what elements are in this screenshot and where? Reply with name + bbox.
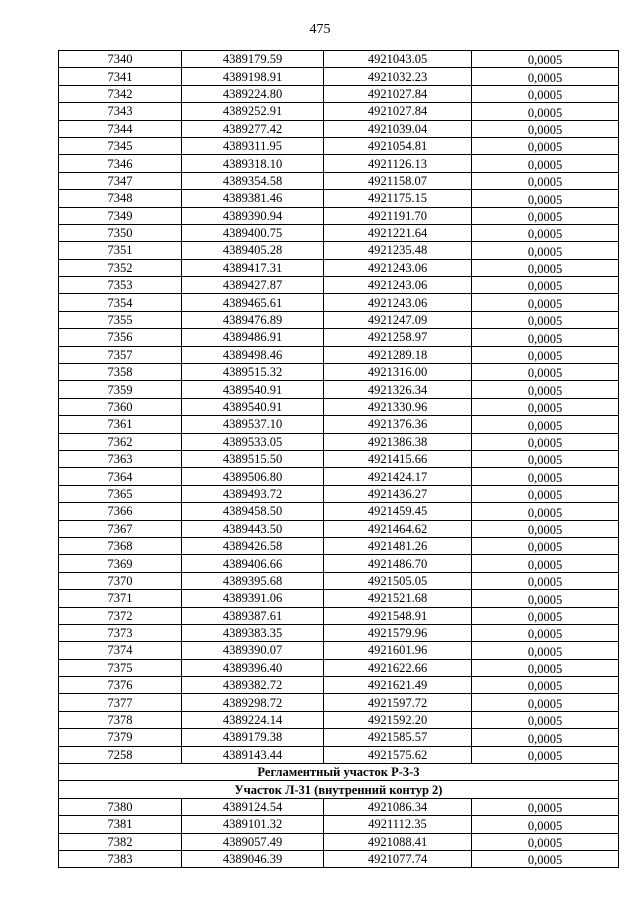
area-value-cell: 0,0005 (472, 277, 619, 294)
y-coordinate-cell: 4921039.04 (324, 120, 472, 137)
area-value-cell: 0,0005 (472, 450, 619, 467)
table-body-bottom (59, 798, 619, 868)
table-row (59, 329, 619, 346)
table-row (59, 277, 619, 294)
area-value-cell: 0,0005 (472, 294, 619, 311)
x-coordinate-cell: 4389224.80 (182, 85, 324, 102)
table-row (59, 68, 619, 85)
point-number-cell: 7383 (59, 850, 182, 867)
x-coordinate-cell: 4389143.44 (182, 746, 324, 763)
subsection-title: Участок Л-31 (внутренний контур 2) (59, 781, 619, 798)
x-coordinate-cell: 4389198.91 (182, 68, 324, 85)
y-coordinate-cell: 4921221.64 (324, 224, 472, 241)
table-row (59, 555, 619, 572)
y-coordinate-cell: 4921579.96 (324, 624, 472, 641)
table-row (59, 416, 619, 433)
point-number-cell: 7360 (59, 398, 182, 415)
point-number-cell: 7258 (59, 746, 182, 763)
area-value-cell: 0,0005 (472, 242, 619, 259)
y-coordinate-cell: 4921126.13 (324, 155, 472, 172)
y-coordinate-cell: 4921054.81 (324, 137, 472, 154)
y-coordinate-cell: 4921032.23 (324, 68, 472, 85)
table-row (59, 398, 619, 415)
point-number-cell: 7359 (59, 381, 182, 398)
point-number-cell: 7376 (59, 677, 182, 694)
x-coordinate-cell: 4389515.32 (182, 364, 324, 381)
table-row (59, 659, 619, 676)
table-row (59, 120, 619, 137)
area-value-cell: 0,0005 (472, 798, 619, 815)
x-coordinate-cell: 4389046.39 (182, 850, 324, 867)
table-row (59, 381, 619, 398)
x-coordinate-cell: 4389458.50 (182, 503, 324, 520)
point-number-cell: 7372 (59, 607, 182, 624)
point-number-cell: 7340 (59, 51, 182, 68)
point-number-cell: 7377 (59, 694, 182, 711)
point-number-cell: 7378 (59, 711, 182, 728)
point-number-cell: 7350 (59, 224, 182, 241)
table-row (59, 155, 619, 172)
table-body-top (59, 51, 619, 764)
x-coordinate-cell: 4389101.32 (182, 816, 324, 833)
table-row (59, 450, 619, 467)
y-coordinate-cell: 4921592.20 (324, 711, 472, 728)
y-coordinate-cell: 4921112.35 (324, 816, 472, 833)
point-number-cell: 7354 (59, 294, 182, 311)
area-value-cell: 0,0005 (472, 607, 619, 624)
area-value-cell: 0,0005 (472, 51, 619, 68)
subsection-title-row (59, 781, 619, 798)
table-row (59, 537, 619, 554)
y-coordinate-cell: 4921415.66 (324, 450, 472, 467)
point-number-cell: 7364 (59, 468, 182, 485)
y-coordinate-cell: 4921424.17 (324, 468, 472, 485)
y-coordinate-cell: 4921316.00 (324, 364, 472, 381)
area-value-cell: 0,0005 (472, 155, 619, 172)
table-row (59, 172, 619, 189)
area-value-cell: 0,0005 (472, 485, 619, 502)
point-number-cell: 7380 (59, 798, 182, 815)
x-coordinate-cell: 4389476.89 (182, 311, 324, 328)
area-value-cell: 0,0005 (472, 624, 619, 641)
point-number-cell: 7355 (59, 311, 182, 328)
point-number-cell: 7363 (59, 450, 182, 467)
table-row (59, 520, 619, 537)
table-row (59, 607, 619, 624)
table-row (59, 137, 619, 154)
point-number-cell: 7344 (59, 120, 182, 137)
point-number-cell: 7356 (59, 329, 182, 346)
y-coordinate-cell: 4921235.48 (324, 242, 472, 259)
x-coordinate-cell: 4389179.38 (182, 729, 324, 746)
y-coordinate-cell: 4921243.06 (324, 277, 472, 294)
area-value-cell: 0,0005 (472, 207, 619, 224)
x-coordinate-cell: 4389417.31 (182, 259, 324, 276)
x-coordinate-cell: 4389387.61 (182, 607, 324, 624)
x-coordinate-cell: 4389396.40 (182, 659, 324, 676)
area-value-cell: 0,0005 (472, 103, 619, 120)
table-row (59, 259, 619, 276)
coordinates-table (58, 50, 619, 868)
x-coordinate-cell: 4389057.49 (182, 833, 324, 850)
table-row (59, 833, 619, 850)
area-value-cell: 0,0005 (472, 398, 619, 415)
x-coordinate-cell: 4389277.42 (182, 120, 324, 137)
y-coordinate-cell: 4921043.05 (324, 51, 472, 68)
table-row (59, 677, 619, 694)
x-coordinate-cell: 4389426.58 (182, 537, 324, 554)
x-coordinate-cell: 4389427.87 (182, 277, 324, 294)
area-value-cell: 0,0005 (472, 694, 619, 711)
point-number-cell: 7342 (59, 85, 182, 102)
y-coordinate-cell: 4921575.62 (324, 746, 472, 763)
area-value-cell: 0,0005 (472, 137, 619, 154)
y-coordinate-cell: 4921486.70 (324, 555, 472, 572)
table-row (59, 85, 619, 102)
point-number-cell: 7381 (59, 816, 182, 833)
x-coordinate-cell: 4389486.91 (182, 329, 324, 346)
point-number-cell: 7379 (59, 729, 182, 746)
area-value-cell: 0,0005 (472, 729, 619, 746)
y-coordinate-cell: 4921326.34 (324, 381, 472, 398)
area-value-cell: 0,0005 (472, 381, 619, 398)
y-coordinate-cell: 4921386.38 (324, 433, 472, 450)
y-coordinate-cell: 4921191.70 (324, 207, 472, 224)
table-row (59, 572, 619, 589)
area-value-cell: 0,0005 (472, 590, 619, 607)
table-row (59, 503, 619, 520)
table-row (59, 798, 619, 815)
x-coordinate-cell: 4389537.10 (182, 416, 324, 433)
y-coordinate-cell: 4921585.57 (324, 729, 472, 746)
y-coordinate-cell: 4921158.07 (324, 172, 472, 189)
point-number-cell: 7349 (59, 207, 182, 224)
table-section-headers (59, 764, 619, 799)
table-row (59, 729, 619, 746)
area-value-cell: 0,0005 (472, 659, 619, 676)
point-number-cell: 7362 (59, 433, 182, 450)
x-coordinate-cell: 4389391.06 (182, 590, 324, 607)
table-row (59, 485, 619, 502)
area-value-cell: 0,0005 (472, 224, 619, 241)
point-number-cell: 7347 (59, 172, 182, 189)
x-coordinate-cell: 4389493.72 (182, 485, 324, 502)
table-row (59, 624, 619, 641)
area-value-cell: 0,0005 (472, 259, 619, 276)
x-coordinate-cell: 4389354.58 (182, 172, 324, 189)
x-coordinate-cell: 4389252.91 (182, 103, 324, 120)
x-coordinate-cell: 4389318.10 (182, 155, 324, 172)
point-number-cell: 7348 (59, 190, 182, 207)
area-value-cell: 0,0005 (472, 503, 619, 520)
y-coordinate-cell: 4921175.15 (324, 190, 472, 207)
area-value-cell: 0,0005 (472, 364, 619, 381)
table-row (59, 346, 619, 363)
x-coordinate-cell: 4389382.72 (182, 677, 324, 694)
table-row (59, 642, 619, 659)
point-number-cell: 7358 (59, 364, 182, 381)
point-number-cell: 7341 (59, 68, 182, 85)
y-coordinate-cell: 4921481.26 (324, 537, 472, 554)
y-coordinate-cell: 4921330.96 (324, 398, 472, 415)
table-row (59, 816, 619, 833)
x-coordinate-cell: 4389400.75 (182, 224, 324, 241)
table-row (59, 242, 619, 259)
area-value-cell: 0,0005 (472, 346, 619, 363)
point-number-cell: 7374 (59, 642, 182, 659)
area-value-cell: 0,0005 (472, 85, 619, 102)
table-row (59, 207, 619, 224)
page-number: 475 (309, 22, 331, 37)
point-number-cell: 7346 (59, 155, 182, 172)
x-coordinate-cell: 4389298.72 (182, 694, 324, 711)
area-value-cell: 0,0005 (472, 311, 619, 328)
table-row (59, 103, 619, 120)
table-row (59, 850, 619, 867)
table-row (59, 433, 619, 450)
y-coordinate-cell: 4921289.18 (324, 346, 472, 363)
area-value-cell: 0,0005 (472, 468, 619, 485)
y-coordinate-cell: 4921247.09 (324, 311, 472, 328)
table-row (59, 590, 619, 607)
point-number-cell: 7351 (59, 242, 182, 259)
point-number-cell: 7353 (59, 277, 182, 294)
y-coordinate-cell: 4921505.05 (324, 572, 472, 589)
y-coordinate-cell: 4921597.72 (324, 694, 472, 711)
x-coordinate-cell: 4389540.91 (182, 398, 324, 415)
x-coordinate-cell: 4389179.59 (182, 51, 324, 68)
point-number-cell: 7368 (59, 537, 182, 554)
x-coordinate-cell: 4389506.80 (182, 468, 324, 485)
x-coordinate-cell: 4389405.28 (182, 242, 324, 259)
table-row (59, 746, 619, 763)
y-coordinate-cell: 4921243.06 (324, 259, 472, 276)
x-coordinate-cell: 4389515.50 (182, 450, 324, 467)
area-value-cell: 0,0005 (472, 833, 619, 850)
area-value-cell: 0,0005 (472, 416, 619, 433)
point-number-cell: 7373 (59, 624, 182, 641)
section-title-row (59, 764, 619, 781)
table-row (59, 364, 619, 381)
area-value-cell: 0,0005 (472, 120, 619, 137)
area-value-cell: 0,0005 (472, 746, 619, 763)
area-value-cell: 0,0005 (472, 555, 619, 572)
y-coordinate-cell: 4921027.84 (324, 103, 472, 120)
x-coordinate-cell: 4389465.61 (182, 294, 324, 311)
table-row (59, 694, 619, 711)
area-value-cell: 0,0005 (472, 433, 619, 450)
y-coordinate-cell: 4921621.49 (324, 677, 472, 694)
point-number-cell: 7343 (59, 103, 182, 120)
point-number-cell: 7369 (59, 555, 182, 572)
x-coordinate-cell: 4389498.46 (182, 346, 324, 363)
point-number-cell: 7352 (59, 259, 182, 276)
table-row (59, 711, 619, 728)
table-row (59, 468, 619, 485)
point-number-cell: 7365 (59, 485, 182, 502)
y-coordinate-cell: 4921077.74 (324, 850, 472, 867)
point-number-cell: 7357 (59, 346, 182, 363)
y-coordinate-cell: 4921436.27 (324, 485, 472, 502)
point-number-cell: 7370 (59, 572, 182, 589)
point-number-cell: 7382 (59, 833, 182, 850)
x-coordinate-cell: 4389395.68 (182, 572, 324, 589)
point-number-cell: 7361 (59, 416, 182, 433)
table-row (59, 51, 619, 68)
y-coordinate-cell: 4921459.45 (324, 503, 472, 520)
y-coordinate-cell: 4921622.66 (324, 659, 472, 676)
area-value-cell: 0,0005 (472, 642, 619, 659)
point-number-cell: 7345 (59, 137, 182, 154)
area-value-cell: 0,0005 (472, 816, 619, 833)
area-value-cell: 0,0005 (472, 68, 619, 85)
x-coordinate-cell: 4389443.50 (182, 520, 324, 537)
y-coordinate-cell: 4921088.41 (324, 833, 472, 850)
point-number-cell: 7367 (59, 520, 182, 537)
area-value-cell: 0,0005 (472, 572, 619, 589)
x-coordinate-cell: 4389224.14 (182, 711, 324, 728)
y-coordinate-cell: 4921243.06 (324, 294, 472, 311)
table-row (59, 224, 619, 241)
point-number-cell: 7375 (59, 659, 182, 676)
x-coordinate-cell: 4389540.91 (182, 381, 324, 398)
area-value-cell: 0,0005 (472, 711, 619, 728)
area-value-cell: 0,0005 (472, 172, 619, 189)
y-coordinate-cell: 4921464.62 (324, 520, 472, 537)
y-coordinate-cell: 4921086.34 (324, 798, 472, 815)
point-number-cell: 7371 (59, 590, 182, 607)
x-coordinate-cell: 4389311.95 (182, 137, 324, 154)
table-row (59, 190, 619, 207)
y-coordinate-cell: 4921027.84 (324, 85, 472, 102)
area-value-cell: 0,0005 (472, 520, 619, 537)
area-value-cell: 0,0005 (472, 329, 619, 346)
y-coordinate-cell: 4921601.96 (324, 642, 472, 659)
table-row (59, 294, 619, 311)
y-coordinate-cell: 4921258.97 (324, 329, 472, 346)
x-coordinate-cell: 4389533.05 (182, 433, 324, 450)
area-value-cell: 0,0005 (472, 190, 619, 207)
area-value-cell: 0,0005 (472, 850, 619, 867)
table-row (59, 311, 619, 328)
area-value-cell: 0,0005 (472, 537, 619, 554)
x-coordinate-cell: 4389381.46 (182, 190, 324, 207)
section-title: Регламентный участок Р-3-3 (59, 764, 619, 781)
x-coordinate-cell: 4389124.54 (182, 798, 324, 815)
y-coordinate-cell: 4921548.91 (324, 607, 472, 624)
y-coordinate-cell: 4921376.36 (324, 416, 472, 433)
point-number-cell: 7366 (59, 503, 182, 520)
y-coordinate-cell: 4921521.68 (324, 590, 472, 607)
x-coordinate-cell: 4389390.94 (182, 207, 324, 224)
x-coordinate-cell: 4389390.07 (182, 642, 324, 659)
x-coordinate-cell: 4389406.66 (182, 555, 324, 572)
x-coordinate-cell: 4389383.35 (182, 624, 324, 641)
area-value-cell: 0,0005 (472, 677, 619, 694)
